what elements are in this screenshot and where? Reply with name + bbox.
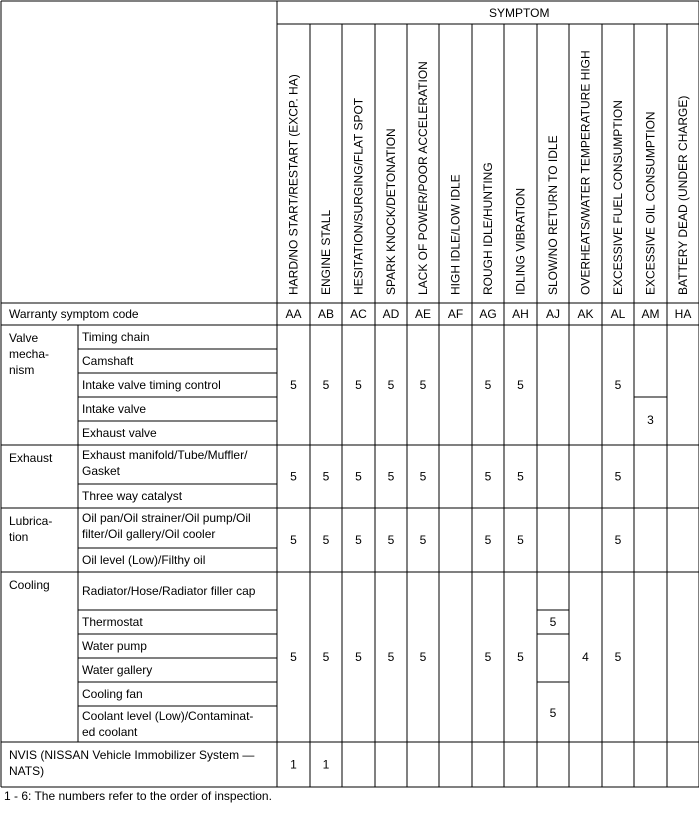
inspection-order: 5 (484, 650, 492, 664)
symptom-code: AK (577, 307, 594, 321)
symptom-name: ENGINE STALL (319, 209, 333, 295)
inspection-order: 5 (387, 533, 395, 547)
inspection-order: 5 (419, 469, 427, 484)
inspection-order: 5 (355, 378, 362, 392)
component-label: Three way catalyst (82, 489, 183, 503)
category-label: Lubrica- (9, 514, 53, 528)
inspection-order: 5 (387, 469, 395, 484)
symptom-name: HARD/NO START/RESTART (EXCP. HA) (286, 74, 301, 295)
category-label: Exhaust (9, 451, 53, 465)
category-label: nism (9, 363, 35, 377)
inspection-order: 5 (290, 650, 297, 664)
component-label: Timing chain (82, 330, 150, 344)
inspection-order: 5 (322, 533, 330, 547)
symptom-code: AA (285, 307, 302, 321)
inspection-order: 5 (419, 650, 427, 664)
symptom-code: AB (317, 307, 335, 321)
category-label: NATS) (9, 764, 45, 778)
inspection-order: 5 (387, 378, 395, 392)
category-label: NVIS (NISSAN Vehicle Immobilizer System — (9, 748, 255, 762)
inspection-order: 5 (290, 533, 297, 547)
category-label: tion (9, 530, 29, 544)
component-label: ed coolant (82, 725, 138, 739)
inspection-order: 5 (614, 650, 622, 664)
inspection-order: 5 (387, 650, 395, 664)
inspection-order: 5 (517, 378, 524, 392)
component-label: Coolant level (Low)/Contaminat- (82, 709, 254, 723)
symptom-name: SLOW/NO RETURN TO IDLE (546, 135, 560, 295)
symptom-name: IDLING VIBRATION (513, 187, 528, 295)
inspection-order: 5 (517, 469, 524, 484)
inspection-order: 5 (484, 378, 492, 392)
code-row-label: Warranty symptom code (9, 307, 139, 321)
component-label: Exhaust valve (82, 426, 157, 440)
inspection-order: 4 (582, 650, 589, 664)
symptom-name: HIGH IDLE/LOW IDLE (448, 174, 463, 295)
symptom-code: AE (414, 307, 432, 321)
component-label: Oil level (Low)/Filthy oil (82, 553, 206, 567)
component-label: Cooling fan (82, 687, 143, 701)
footnote: 1 - 6: The numbers refer to the order of inspection. (4, 789, 272, 803)
component-label: Intake valve (82, 402, 147, 416)
symptom-name: EXCESSIVE OIL CONSUMPTION (643, 111, 658, 295)
symptom-name: SPARK KNOCK/DETONATION (384, 128, 398, 295)
category-label: Valve (9, 331, 39, 345)
inspection-order: 5 (355, 469, 362, 484)
inspection-order: 1 (290, 757, 297, 772)
symptom-name: ROUGH IDLE/HUNTING (481, 162, 495, 295)
component-label: Gasket (82, 464, 121, 478)
inspection-order: 5 (322, 469, 330, 484)
symptom-name: LACK OF POWER/POOR ACCELERATION (416, 61, 430, 295)
component-label: Intake valve timing control (82, 378, 221, 392)
symptom-code: AL (610, 307, 626, 321)
inspection-order: 5 (484, 533, 492, 547)
symptom-code: HA (674, 307, 692, 321)
inspection-order: 5 (355, 533, 362, 547)
component-label: Camshaft (82, 354, 134, 368)
symptom-name: BATTERY DEAD (UNDER CHARGE) (676, 95, 690, 295)
inspection-order: 5 (517, 533, 524, 547)
symptom-name: HESITATION/SURGING/FLAT SPOT (351, 97, 366, 295)
symptom-code: AF (447, 307, 464, 321)
symptom-header: SYMPTOM (489, 6, 550, 20)
component-label: Water gallery (82, 663, 153, 677)
symptom-name: EXCESSIVE FUEL CONSUMPTION (611, 100, 625, 295)
inspection-order: 5 (614, 533, 622, 547)
category-label: Cooling (9, 578, 50, 592)
component-label: Thermostat (82, 615, 143, 629)
symptom-code: AD (382, 307, 400, 321)
category-label: mecha- (9, 347, 50, 361)
inspection-order: 5 (290, 469, 297, 484)
inspection-order: 5 (355, 650, 362, 664)
symptom-code: AJ (545, 307, 561, 321)
symptom-code: AH (512, 307, 529, 321)
inspection-order: 1 (322, 757, 330, 772)
component-label: Exhaust manifold/Tube/Muffler/ (82, 448, 248, 462)
inspection-order: 5 (419, 533, 427, 547)
inspection-order: 5 (614, 469, 622, 484)
inspection-order: 3 (647, 413, 654, 427)
inspection-order: 5 (322, 650, 330, 664)
inspection-order: 5 (549, 706, 557, 720)
inspection-order: 5 (322, 378, 330, 392)
inspection-order: 5 (419, 378, 427, 392)
symptom-code: AG (479, 307, 497, 321)
component-label: filter/Oil gallery/Oil cooler (82, 527, 216, 541)
inspection-order: 5 (484, 469, 492, 484)
component-label: Radiator/Hose/Radiator filler cap (82, 584, 256, 598)
symptom-code: AC (350, 307, 367, 321)
inspection-order: 5 (517, 650, 524, 664)
symptom-name: OVERHEATS/WATER TEMPERATURE HIGH (578, 50, 593, 295)
inspection-order: 5 (549, 615, 557, 629)
component-label: Water pump (82, 639, 147, 653)
inspection-order: 5 (290, 378, 297, 392)
component-label: Oil pan/Oil strainer/Oil pump/Oil (82, 511, 251, 525)
inspection-order: 5 (614, 378, 622, 392)
symptom-code: AM (641, 307, 660, 321)
